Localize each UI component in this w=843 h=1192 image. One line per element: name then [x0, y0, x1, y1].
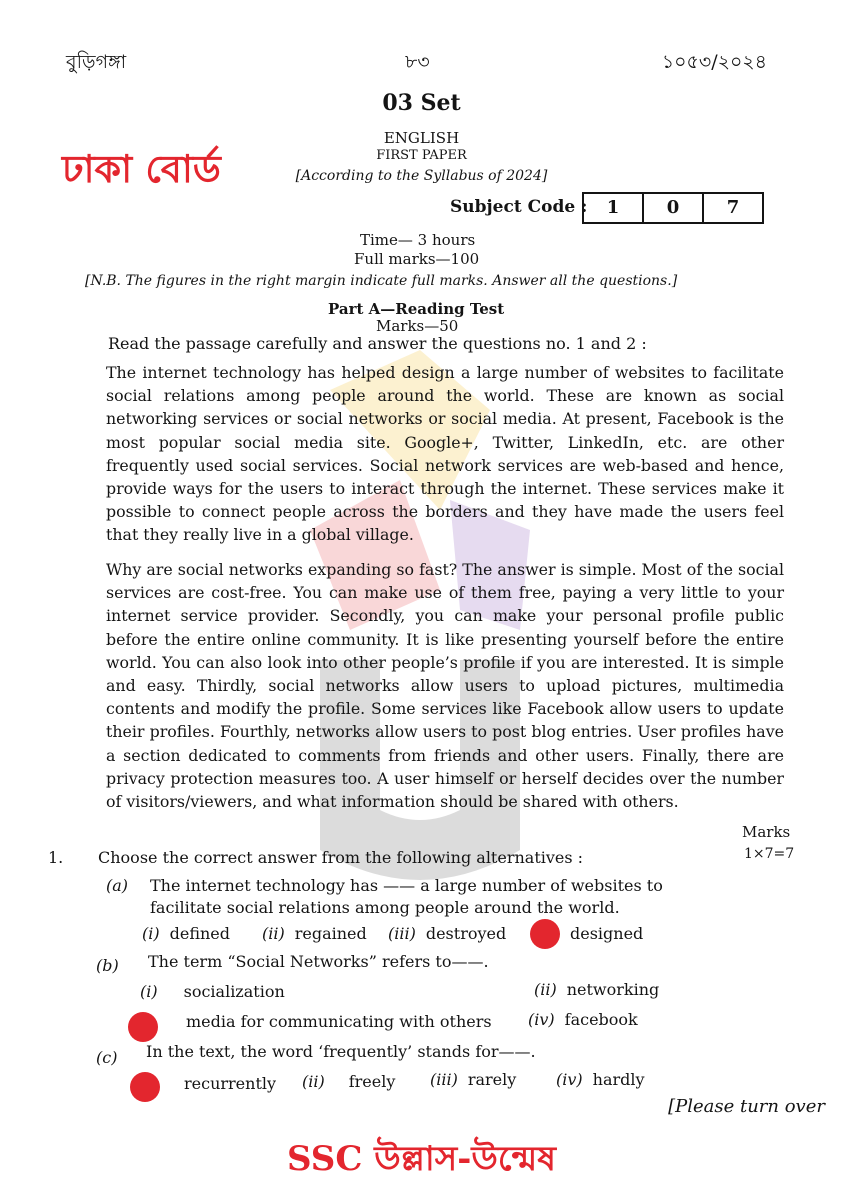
- option-text: freely: [348, 1072, 396, 1091]
- option-number: (i): [140, 982, 158, 1001]
- option-b-4: [528, 1010, 638, 1029]
- passage-paragraph-2: Why are social networks expanding so fast? The answer is simple. Most of the social services are cost-free. You can make use of them free, paying a very little to your internet service provider. Secondly, you can make your personal profile public before the entire online community. It is like presenting yourself before the entire world. You can also look into other people’s profile if you are interested. It is simple and easy. Thirdly, social networks allow users to upload pictures, multimedia contents and modify the profile. Some services like Facebook allow users to update their profiles. Fourthly, networks allow users to post blog entries. User profiles have a section dedicated to comments from friends and other users. Finally, there are privacy protection measures too. A user himself or herself decides over the number of visitors/viewers, and what information should be shared with others.: [106, 560, 784, 812]
- subject-code-label: Subject Code :: [450, 197, 588, 217]
- set-title: 03 Set: [382, 90, 461, 116]
- part-marks: Marks—50: [376, 317, 459, 335]
- paper-name: FIRST PAPER: [376, 148, 467, 163]
- question-number: 1.: [48, 848, 64, 867]
- subquestion-label-c: (c): [96, 1048, 118, 1067]
- code-digit: 1: [584, 194, 644, 222]
- answer-marker-dot: [530, 919, 560, 949]
- subquestion-a-line-2: facilitate social relations among people around the world.: [150, 898, 620, 917]
- option-number: (iii): [430, 1070, 458, 1089]
- passage-paragraph-1: The internet technology has helped design a large number of websites to facilitate social relations among people around the world. These are known as social networking services or social networks or social media. At present, Facebook is the most popular social media site. Google+, Twitter, LinkedIn, etc. are other frequently used social services. Social network services are web-based and hence, provide ways for the users to interact through the internet. These services make it possible to connect people across the borders and they have made the users feel that they really live in a global village.: [106, 363, 784, 545]
- option-text: regained: [294, 924, 367, 943]
- question-text: Choose the correct answer from the following alternatives :: [98, 848, 584, 867]
- subquestion-a-line-1: The internet technology has —— a large number of websites to: [150, 876, 663, 895]
- part-title: Part A—Reading Test: [328, 300, 505, 318]
- option-b-1: [140, 982, 285, 1001]
- option-text: hardly: [592, 1070, 645, 1089]
- option-text: defined: [169, 924, 231, 943]
- option-c-1: recurrently: [184, 1074, 277, 1093]
- option-number: (iv): [528, 1010, 555, 1029]
- option-number: (iii): [388, 924, 416, 943]
- answer-marker-dot: [130, 1072, 160, 1102]
- exam-time: Time— 3 hours: [360, 231, 476, 249]
- option-b-3: media for communicating with others: [186, 1012, 492, 1031]
- subject-code-boxes: [582, 192, 764, 224]
- code-digit: 0: [644, 194, 704, 222]
- option-c-4: [556, 1070, 645, 1089]
- option-a-3: [388, 924, 506, 943]
- answer-marker-dot: [128, 1012, 158, 1042]
- header-left-title: বুড়িগঙ্গা: [66, 51, 127, 73]
- option-a-2: [262, 924, 367, 943]
- option-a-1: [142, 924, 230, 943]
- subquestion-label-b: (b): [96, 956, 119, 975]
- option-text: facebook: [564, 1010, 638, 1029]
- marks-value: 1×7=7: [744, 846, 795, 862]
- option-number: (ii): [302, 1072, 325, 1091]
- code-digit: 7: [726, 197, 740, 218]
- board-logo: ঢাকা বোর্ড: [62, 146, 221, 191]
- option-text: rarely: [467, 1070, 517, 1089]
- footer-brand: SSC উল্লাস-উন্মেষ: [287, 1139, 556, 1179]
- header-page-number: ৮৩: [405, 51, 430, 73]
- syllabus-note: [According to the Syllabus of 2024]: [295, 168, 548, 184]
- subquestion-label-a: (a): [106, 876, 129, 895]
- option-number: (ii): [534, 980, 557, 999]
- option-number: (i): [142, 924, 160, 943]
- option-a-4: designed: [570, 924, 644, 943]
- reading-instruction: Read the passage carefully and answer the questions no. 1 and 2 :: [108, 334, 647, 353]
- option-text: destroyed: [425, 924, 507, 943]
- header-right-code: ১০৫৩/২০২৪: [661, 51, 767, 73]
- subquestion-b-text: The term “Social Networks” refers to——.: [148, 952, 489, 971]
- subquestion-c-text: In the text, the word ‘frequently’ stands for——.: [146, 1042, 536, 1061]
- nb-note: [N.B. The figures in the right margin indicate full marks. Answer all the questions.]: [85, 273, 678, 289]
- option-c-3: [430, 1070, 516, 1089]
- option-number: (ii): [262, 924, 285, 943]
- marks-label: Marks: [742, 823, 791, 841]
- option-number: (iv): [556, 1070, 583, 1089]
- option-text: networking: [566, 980, 660, 999]
- turn-over-note: [Please turn over: [668, 1096, 825, 1117]
- subject-name: ENGLISH: [383, 129, 460, 147]
- full-marks: Full marks—100: [354, 250, 480, 268]
- option-b-2: [534, 980, 659, 999]
- option-text: socialization: [183, 982, 285, 1001]
- option-c-2: [302, 1072, 395, 1091]
